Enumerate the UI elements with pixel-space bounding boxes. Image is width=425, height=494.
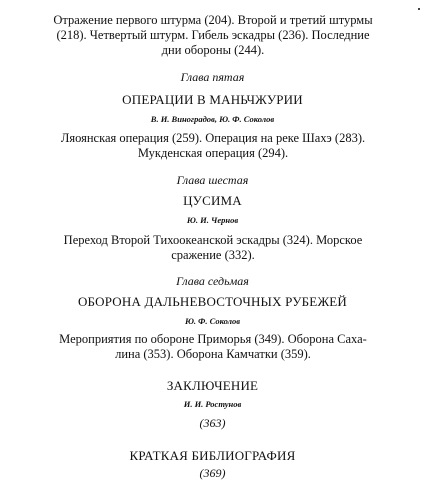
chapter-7-line-1: Мероприятия по обороне Приморья (349). Оборона Саха- [59, 332, 367, 346]
chapter-6-authors: Ю. И. Чернов [186, 215, 239, 225]
chapter-6-title: ЦУСИМА [183, 193, 242, 208]
chapter-6-line-2: сражение (332). [171, 248, 255, 262]
chapter-5-line-1: Ляоянская операция (259). Операция на реке Шахэ (283). [60, 131, 366, 145]
chapter-5-title: ОПЕРАЦИИ В МАНЬЧЖУРИИ [122, 92, 303, 107]
intro-paragraph [26, 13, 400, 58]
bibliography-title: КРАТКАЯ БИБЛИОГРАФИЯ [129, 448, 296, 463]
chapter-7-contents [26, 332, 400, 362]
chapter-5-authors: В. И. Виноградов, Ю. Ф. Соколов [150, 114, 275, 124]
chapter-5-label: Глава пятая [180, 70, 245, 84]
bibliography-page: (369) [199, 466, 226, 480]
chapter-6-label: Глава шестая [176, 173, 249, 187]
chapter-6-line-1: Переход Второй Тихоокеанской эскадры (324). Морское [63, 233, 363, 247]
conclusion-page: (363) [199, 416, 226, 430]
chapter-7-label: Глава седьмая [176, 274, 249, 288]
chapter-7-authors: Ю. Ф. Соколов [184, 316, 241, 326]
chapter-6-contents [26, 233, 400, 263]
chapter-7-line-2: лина (353). Оборона Камчатки (359). [115, 347, 311, 361]
chapter-5-line-2: Мукденская операция (294). [137, 146, 289, 160]
intro-line-3: дни обороны (244). [161, 43, 265, 57]
intro-line-1: Отражение первого штурма (204). Второй и третий штурмы [53, 13, 373, 27]
conclusion-title: ЗАКЛЮЧЕНИЕ [166, 378, 259, 393]
chapter-5-contents [26, 131, 400, 161]
intro-line-2: (218). Четвертый штурм. Гибель эскадры (236). Последние [56, 28, 370, 42]
chapter-7-title: ОБОРОНА ДАЛЬНЕВОСТОЧНЫХ РУБЕЖЕЙ [77, 294, 348, 309]
speck [418, 8, 420, 10]
conclusion-authors: И. И. Ростунов [183, 399, 242, 409]
